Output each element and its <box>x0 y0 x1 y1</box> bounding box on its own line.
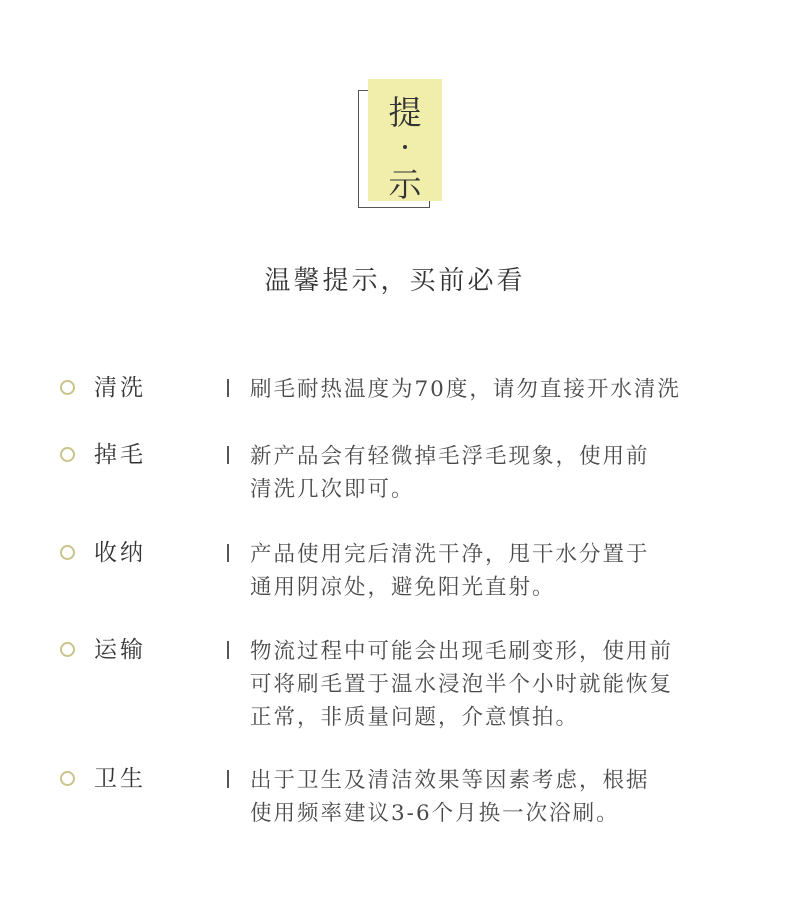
separator-bar <box>227 641 229 659</box>
circle-bullet-icon <box>60 380 75 395</box>
tip-line: 正常，非质量问题，介意慎拍。 <box>250 705 580 730</box>
tip-title: 卫生 <box>94 766 146 792</box>
circle-bullet-icon <box>60 771 75 786</box>
tip-line: 使用频率建议3-6个月换一次浴刷。 <box>250 801 620 826</box>
separator-bar <box>227 379 229 397</box>
tip-title: 掉毛 <box>94 442 146 468</box>
tip-title: 收纳 <box>94 540 146 566</box>
tip-description <box>250 538 760 604</box>
tip-line: 产品使用完后清洗干净，甩干水分置于 <box>250 542 650 567</box>
tip-line: 可将刷毛置于温水浸泡半个小时就能恢复 <box>250 672 674 697</box>
tip-title: 清洗 <box>94 375 146 401</box>
tip-line: 物流过程中可能会出现毛刷变形，使用前 <box>250 639 674 664</box>
tip-badge <box>358 79 448 215</box>
separator-bar <box>227 544 229 562</box>
page-headline: 温馨提示，买前必看 <box>264 266 526 296</box>
tip-line: 刷毛耐热温度为70度，请勿直接开水清洗 <box>250 377 681 402</box>
tip-line: 通用阴凉处，避免阳光直射。 <box>250 575 556 600</box>
circle-bullet-icon <box>60 545 75 560</box>
tip-line: 清洗几次即可。 <box>250 477 415 502</box>
tip-description <box>250 440 760 506</box>
separator-bar <box>227 446 229 464</box>
circle-bullet-icon <box>60 447 75 462</box>
tip-description <box>250 635 760 734</box>
tip-line: 出于卫生及清洁效果等因素考虑，根据 <box>250 768 650 793</box>
tip-line: 新产品会有轻微掉毛浮毛现象，使用前 <box>250 444 650 469</box>
badge-char-top: 提 <box>388 93 422 132</box>
tip-title: 运输 <box>94 637 146 663</box>
badge-char-bottom: 示 <box>388 165 422 204</box>
badge-dot <box>403 145 407 149</box>
separator-bar <box>227 770 229 788</box>
tip-description <box>250 764 760 830</box>
circle-bullet-icon <box>60 642 75 657</box>
tip-description <box>250 373 760 406</box>
